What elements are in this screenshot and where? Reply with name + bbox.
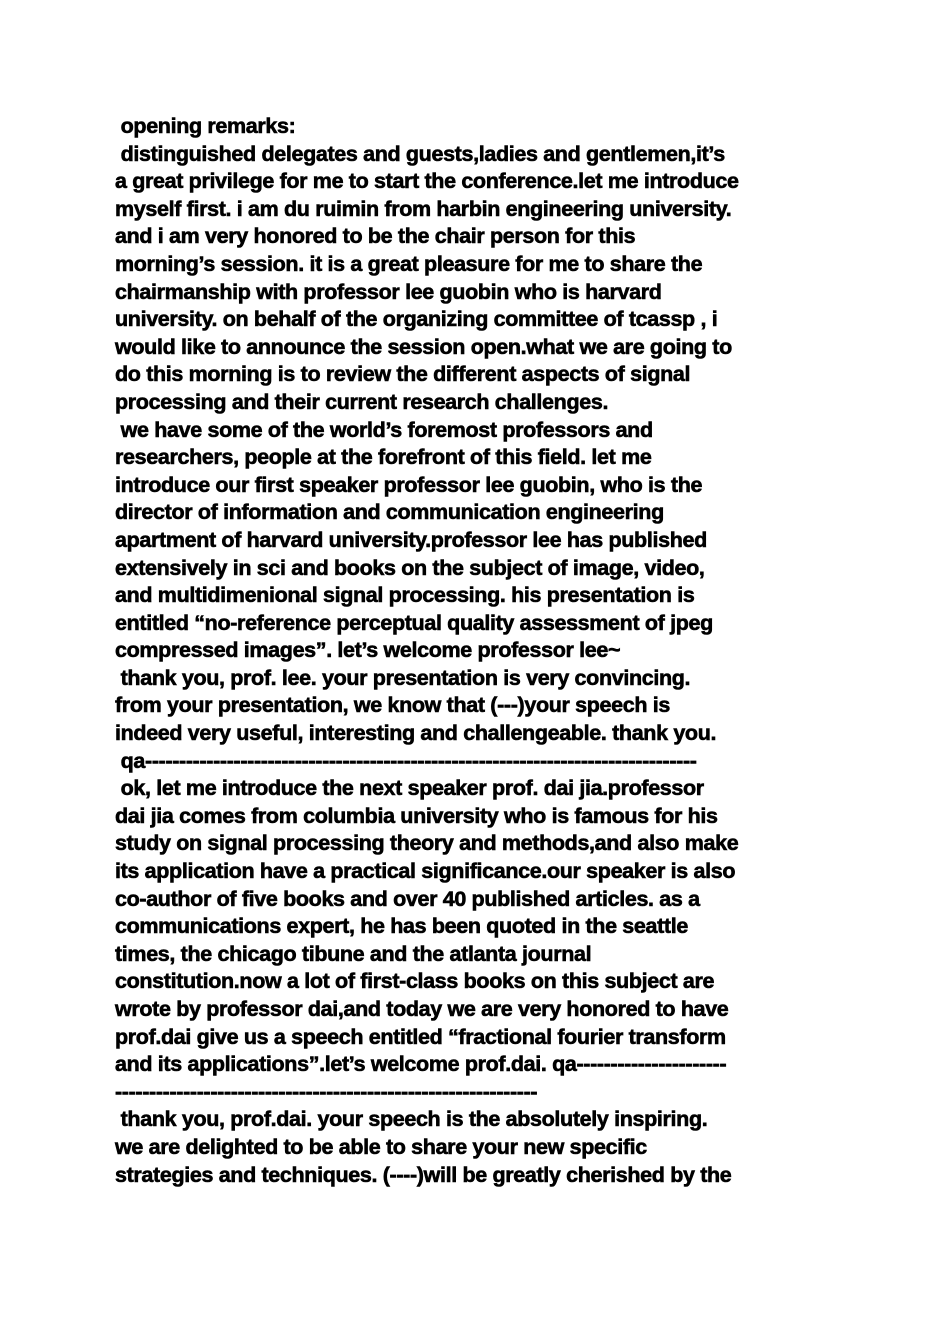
text-line: wrote by professor dai,and today we are very honored to have (115, 997, 729, 1021)
text-line: communications expert, he has been quoted in the seattle (115, 914, 688, 939)
text-line: thank you, prof. lee. your presentation is very convincing. (115, 665, 691, 690)
text-line: its application have a practical significance.our speaker is also (115, 859, 736, 884)
text-line: distinguished delegates and guests,ladies and gentlemen,it’s (115, 141, 725, 166)
text-line: processing and their current research challenges. (115, 389, 609, 414)
text-line: do this morning is to review the different aspects of signal (115, 362, 691, 387)
text-line: and multidimenional signal processing. his presentation is (115, 583, 695, 608)
text-line: times, the chicago tibune and the atlanta journal (115, 941, 592, 966)
text-line: a great privilege for me to start the conference.let me introduce (115, 169, 739, 194)
text-line: compressed images”. let’s welcome professor lee~ (115, 638, 621, 663)
text-line: strategies and techniques. (----)will be greatly cherished by the (115, 1162, 732, 1187)
text-line: from your presentation, we know that (---)your speech is (115, 693, 671, 718)
text-line: dai jia comes from columbia university who is famous for his (115, 803, 718, 828)
heading-opening-remarks: opening remarks: (115, 114, 296, 138)
text-line: introduce our first speaker professor lee guobin, who is the (115, 472, 703, 497)
text-line: apartment of harvard university.professor lee has published (115, 527, 707, 552)
text-line: would like to announce the session open.what we are going to (115, 334, 732, 359)
text-line: entitled “no-reference perceptual quality assessment of jpeg (115, 610, 713, 635)
text-line: we are delighted to be able to share your new specific (115, 1134, 647, 1159)
qa-divider-line: qa--------------------------------------------------------------------------------- (115, 748, 697, 773)
text-line: prof.dai give us a speech entitled “fractional fourier transform (115, 1024, 726, 1049)
text-line: researchers, people at the forefront of this field. let me (115, 445, 652, 470)
text-line: morning’s session. it is a great pleasure for me to share the (115, 251, 703, 276)
text-line: and its applications”.let’s welcome prof.dai. qa---------------------- (115, 1052, 727, 1077)
text-line: thank you, prof.dai. your speech is the absolutely inspiring. (115, 1107, 708, 1132)
text-line: extensively in sci and books on the subject of image, video, (115, 555, 705, 580)
text-line: university. on behalf of the organizing committee of tcassp , i (115, 307, 718, 332)
text-line: co-author of five books and over 40 published articles. as a (115, 886, 700, 911)
text-line: director of information and communication engineering (115, 500, 664, 525)
document-text-body (115, 113, 840, 1189)
text-line: indeed very useful, interesting and challengeable. thank you. (115, 721, 717, 746)
qa-divider-line: -------------------------------------------------------------- (115, 1079, 538, 1104)
text-line: constitution.now a lot of first-class books on this subject are (115, 969, 715, 994)
text-line: myself first. i am du ruimin from harbin engineering university. (115, 196, 732, 221)
text-line: we have some of the world’s foremost professors and (115, 417, 653, 442)
text-line: study on signal processing theory and methods,and also make (115, 831, 739, 856)
text-line: ok, let me introduce the next speaker prof. dai jia.professor (115, 776, 704, 801)
text-line: and i am very honored to be the chair person for this (115, 224, 636, 249)
text-line: chairmanship with professor lee guobin who is harvard (115, 279, 662, 304)
